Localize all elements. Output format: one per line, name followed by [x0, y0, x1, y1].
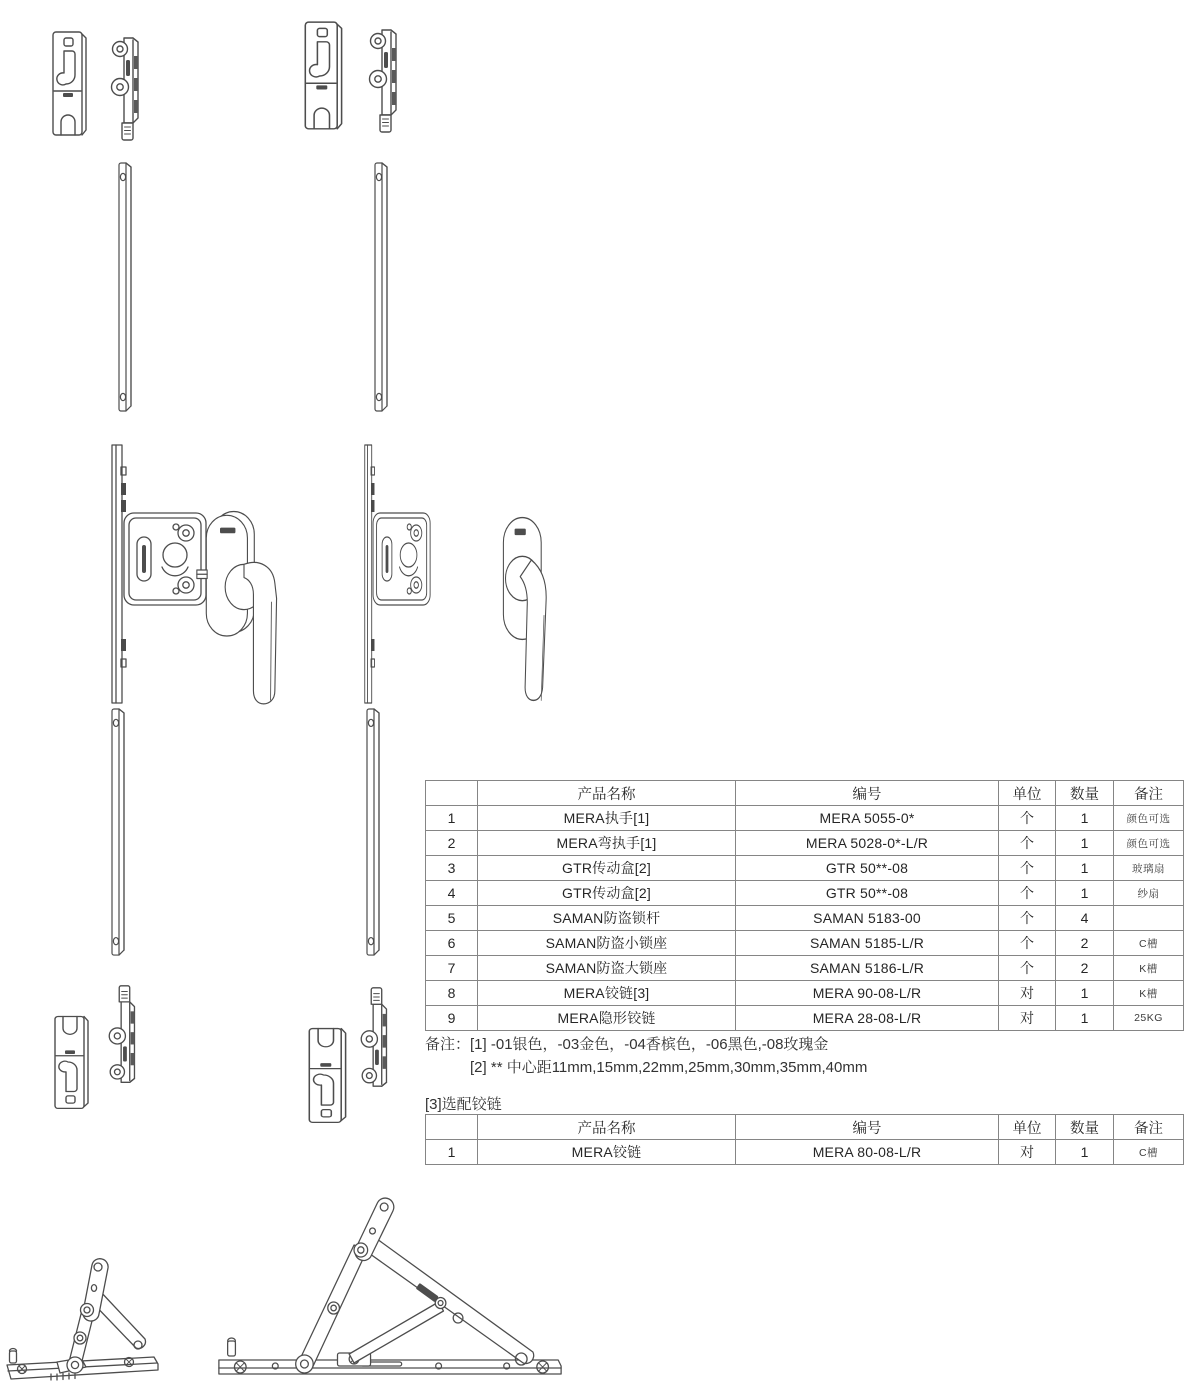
- cell-name: GTR传动盒[2]: [478, 856, 736, 881]
- cell-code: MERA 80-08-L/R: [736, 1140, 999, 1165]
- small-keeper-plate-drawing: [50, 28, 90, 140]
- small-keeper-plate-flipped-drawing: [52, 1012, 92, 1112]
- cell-no: 8: [426, 981, 478, 1006]
- lock-pin-drawing: [106, 32, 148, 144]
- cell-qty: 1: [1056, 981, 1114, 1006]
- friction-hinge-large-drawing: [215, 1188, 565, 1400]
- lock-bar-drawing: [358, 706, 388, 962]
- cell-unit: 个: [999, 906, 1056, 931]
- table-row: [426, 1006, 1184, 1031]
- cell-name: MERA弯执手[1]: [478, 831, 736, 856]
- header-no: [426, 781, 478, 806]
- cell-qty: 2: [1056, 956, 1114, 981]
- table-row: [426, 856, 1184, 881]
- notes-block: [425, 1033, 867, 1079]
- cell-name: MERA铰链: [478, 1140, 736, 1165]
- cell-unit: 对: [999, 981, 1056, 1006]
- cell-qty: 1: [1056, 856, 1114, 881]
- header-remark: 备注: [1114, 781, 1184, 806]
- header-unit: 单位: [999, 1115, 1056, 1140]
- gearbox-screen-sash-drawing: [355, 443, 435, 705]
- cell-remark: 纱扇: [1114, 881, 1184, 906]
- optional-hinge-table: [425, 1114, 1184, 1165]
- cell-code: MERA 5028-0*-L/R: [736, 831, 999, 856]
- cell-unit: 个: [999, 931, 1056, 956]
- cell-code: MERA 5055-0*: [736, 806, 999, 831]
- large-keeper-plate-drawing: [302, 18, 346, 134]
- cell-remark: K槽: [1114, 956, 1184, 981]
- lock-bar-drawing: [110, 160, 140, 418]
- lock-pin-drawing: [364, 24, 406, 136]
- cell-unit: 个: [999, 806, 1056, 831]
- cell-qty: 1: [1056, 1006, 1114, 1031]
- optional-table-header-row: [426, 1115, 1184, 1140]
- cell-qty: 1: [1056, 806, 1114, 831]
- parts-table-header-row: [426, 781, 1184, 806]
- header-code: 编号: [736, 1115, 999, 1140]
- table-row: [426, 956, 1184, 981]
- cell-no: 5: [426, 906, 478, 931]
- bent-handle-drawing: [488, 512, 558, 717]
- parts-table: [425, 780, 1184, 1031]
- cell-no: 2: [426, 831, 478, 856]
- table-row: [426, 906, 1184, 931]
- cell-qty: 2: [1056, 931, 1114, 956]
- cell-remark: 颜色可选: [1114, 806, 1184, 831]
- table-row: [426, 1140, 1184, 1165]
- header-qty: 数量: [1056, 781, 1114, 806]
- cell-remark: 玻璃扇: [1114, 856, 1184, 881]
- cell-name: MERA铰链[3]: [478, 981, 736, 1006]
- lock-bar-drawing: [366, 160, 396, 418]
- table-row: [426, 981, 1184, 1006]
- cell-code: GTR 50**-08: [736, 856, 999, 881]
- notes-prefix: 备注：: [425, 1036, 471, 1053]
- table-row: [426, 831, 1184, 856]
- header-product-name: 产品名称: [478, 781, 736, 806]
- cell-no: 7: [426, 956, 478, 981]
- cell-remark: [1114, 906, 1184, 931]
- header-no: [426, 1115, 478, 1140]
- header-qty: 数量: [1056, 1115, 1114, 1140]
- cell-unit: 个: [999, 831, 1056, 856]
- header-remark: 备注: [1114, 1115, 1184, 1140]
- cell-name: SAMAN防盗锁杆: [478, 906, 736, 931]
- cell-remark: C槽: [1114, 931, 1184, 956]
- table-row: [426, 931, 1184, 956]
- cell-qty: 1: [1056, 881, 1114, 906]
- cell-unit: 个: [999, 856, 1056, 881]
- cell-name: GTR传动盒[2]: [478, 881, 736, 906]
- cell-no: 1: [426, 1140, 478, 1165]
- cell-no: 3: [426, 856, 478, 881]
- friction-hinge-small-drawing: [5, 1250, 160, 1395]
- cell-code: SAMAN 5186-L/R: [736, 956, 999, 981]
- cell-no: 6: [426, 931, 478, 956]
- cell-no: 4: [426, 881, 478, 906]
- cell-code: MERA 90-08-L/R: [736, 981, 999, 1006]
- cell-unit: 对: [999, 1006, 1056, 1031]
- cell-code: GTR 50**-08: [736, 881, 999, 906]
- cell-code: SAMAN 5183-00: [736, 906, 999, 931]
- cell-no: 1: [426, 806, 478, 831]
- cell-unit: 对: [999, 1140, 1056, 1165]
- straight-handle-drawing: [196, 504, 286, 719]
- cell-remark: 颜色可选: [1114, 831, 1184, 856]
- header-code: 编号: [736, 781, 999, 806]
- cell-name: SAMAN防盗小锁座: [478, 931, 736, 956]
- large-keeper-plate-flipped-drawing: [306, 1024, 350, 1126]
- header-unit: 单位: [999, 781, 1056, 806]
- lock-pin-flipped-drawing: [356, 984, 396, 1092]
- cell-remark: K槽: [1114, 981, 1184, 1006]
- cell-remark: C槽: [1114, 1140, 1184, 1165]
- cell-qty: 1: [1056, 831, 1114, 856]
- optional-hinge-label: [3]选配铰链: [425, 1096, 502, 1113]
- lock-pin-flipped-drawing: [104, 982, 144, 1088]
- cell-unit: 个: [999, 956, 1056, 981]
- note-line-colors: [1] -01银色，-03金色，-04香槟色，-06黑色,-08玫瑰金: [470, 1036, 829, 1053]
- table-row: [426, 806, 1184, 831]
- cell-remark: 25KG: [1114, 1006, 1184, 1031]
- table-row: [426, 881, 1184, 906]
- cell-name: SAMAN防盗大锁座: [478, 956, 736, 981]
- note-line-center-distance: [2] ** 中心距11mm,15mm,22mm,25mm,30mm,35mm,40mm: [470, 1059, 868, 1076]
- lock-bar-drawing: [103, 706, 133, 962]
- cell-name: MERA隐形铰链: [478, 1006, 736, 1031]
- cell-code: MERA 28-08-L/R: [736, 1006, 999, 1031]
- cell-qty: 1: [1056, 1140, 1114, 1165]
- cell-qty: 4: [1056, 906, 1114, 931]
- cell-name: MERA执手[1]: [478, 806, 736, 831]
- cell-code: SAMAN 5185-L/R: [736, 931, 999, 956]
- cell-no: 9: [426, 1006, 478, 1031]
- cell-unit: 个: [999, 881, 1056, 906]
- header-product-name: 产品名称: [478, 1115, 736, 1140]
